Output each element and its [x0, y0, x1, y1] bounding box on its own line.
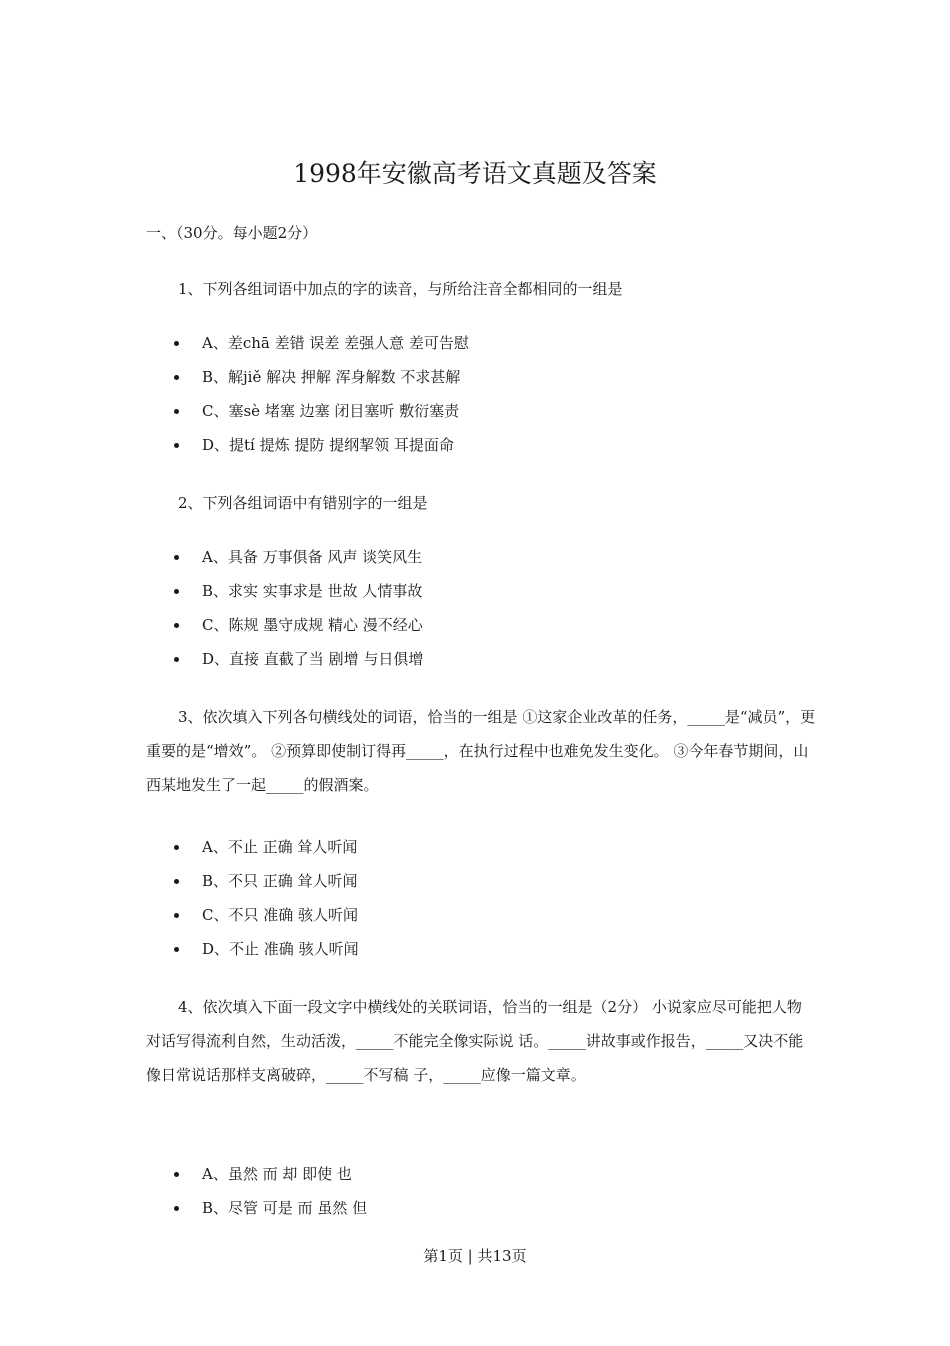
- option-item: A、差chā 差错 误差 差强人意 差可告慰: [146, 326, 469, 360]
- option-item: D、提tí 提炼 提防 提纲挈领 耳提面命: [146, 428, 469, 462]
- question-2-options: [146, 540, 423, 676]
- option-item: B、尽管 可是 而 虽然 但: [146, 1191, 367, 1225]
- question-1-options: [146, 326, 469, 462]
- section-heading: 一、（30分。每小题2分）: [146, 224, 318, 242]
- page-title: 1998年安徽高考语文真题及答案: [293, 159, 657, 188]
- question-3-stem: 3、依次填入下列各句横线处的词语，恰当的一组是 ①这家企业改革的任务，_____是“减员”，更重要的是“增效”。 ②预算即使制订得再_____，在执行过程中也难免发生变化。 ③今年春节期间，山西某地发生了一起_____的假酒案。: [146, 708, 816, 794]
- option-item: A、虽然 而 却 即使 也: [146, 1157, 367, 1191]
- option-item: B、求实 实事求是 世故 人情事故: [146, 574, 423, 608]
- page-footer-pagination: 第1页 | 共13页: [423, 1247, 527, 1265]
- question-3-options: [146, 830, 359, 966]
- option-item: B、不只 正确 耸人听闻: [146, 864, 359, 898]
- question-1-stem: 1、下列各组词语中加点的字的读音，与所给注音全都相同的一组是: [178, 280, 623, 298]
- question-2-stem: 2、下列各组词语中有错别字的一组是: [178, 494, 428, 512]
- question-4-options: [146, 1157, 367, 1225]
- question-4-stem: 4、依次填入下面一段文字中横线处的关联词语，恰当的一组是（2分） 小说家应尽可能把人物对话写得流利自然，生动活泼，_____不能完全像实际说 话。_____讲故事或作报告，_____又决不能像日常说话那样支离破碎，_____不写稿 子，_____应像一篇文章。: [146, 998, 804, 1084]
- option-item: D、直接 直截了当 剧增 与日俱增: [146, 642, 423, 676]
- option-item: B、解jiě 解决 押解 浑身解数 不求甚解: [146, 360, 469, 394]
- option-item: C、陈规 墨守成规 精心 漫不经心: [146, 608, 423, 642]
- option-item: A、不止 正确 耸人听闻: [146, 830, 359, 864]
- option-item: D、不止 准确 骇人听闻: [146, 932, 359, 966]
- option-item: C、不只 准确 骇人听闻: [146, 898, 359, 932]
- option-item: A、具备 万事俱备 风声 谈笑风生: [146, 540, 423, 574]
- option-item: C、塞sè 堵塞 边塞 闭目塞听 敷衍塞责: [146, 394, 469, 428]
